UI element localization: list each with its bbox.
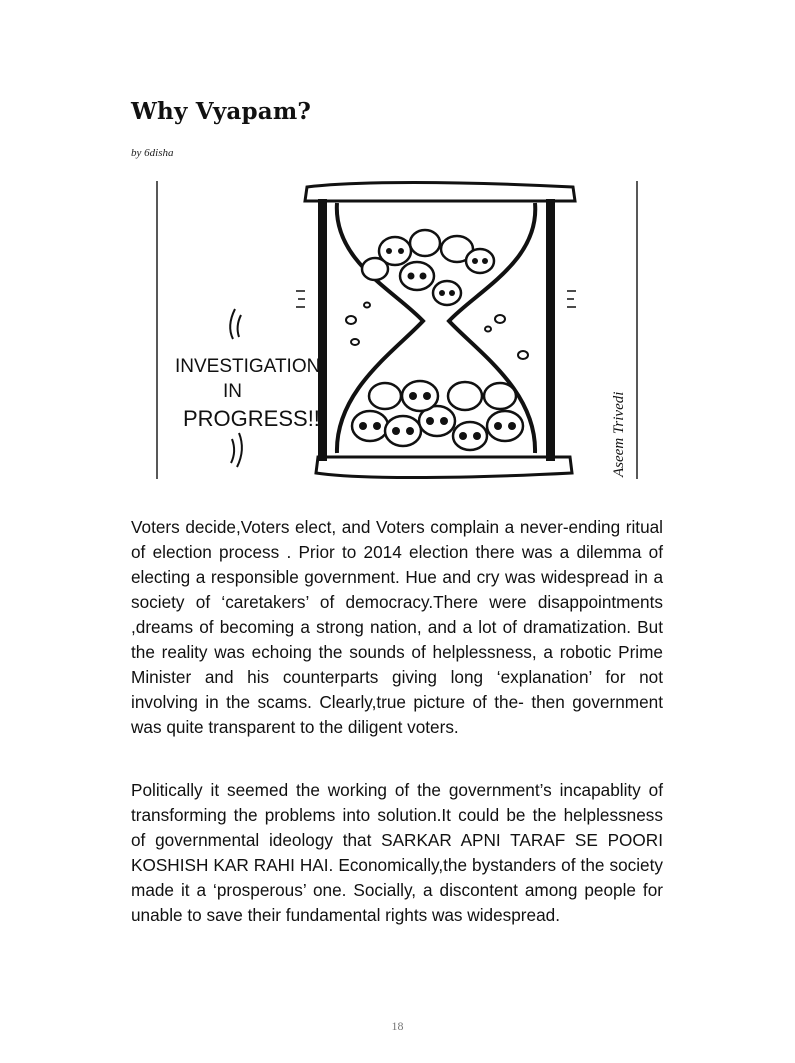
cartoon-caption-line-3: PROGRESS!! bbox=[183, 406, 320, 431]
cartoon-caption-line-1: INVESTIGATION bbox=[175, 356, 321, 377]
artist-signature: Aseem Trivedi bbox=[611, 391, 627, 477]
article-paragraph-1: Voters decide,Voters elect, and Voters complain a never-ending ritual of election process . Prior to 2014 election there was a dilemma of electing a responsible government. Hue and cry was widespread in a society of ‘caretakers’ of democracy.There were disappointments ,dreams of becoming a strong nation, and a lot of dramatization. But the reality was echoing the sounds of helplessness, a robotic Prime Minister and his counterparts giving long ‘explanation’ for not involving in the scams. Clearly,true picture of the- then government was quite transparent to the diligent voters. bbox=[131, 517, 663, 737]
article-title: Why Vyapam? bbox=[131, 98, 312, 125]
article-byline: by 6disha bbox=[131, 147, 174, 159]
hourglass-cartoon bbox=[155, 181, 640, 481]
cartoon-caption-line-2: IN bbox=[223, 381, 242, 402]
article-paragraph-2: Politically it seemed the working of the government’s incapablity of transforming the problems into solution.It could be the helplessness of governmental ideology that SARKAR APNI TARAF SE POORI KOSHISH KAR RAHI HAI. Economically,the bystanders of the society made it a ‘prosperous’ one. Socially, a discontent among people for unable to save their fundamental rights was widespread. bbox=[131, 780, 663, 925]
page-number: 18 bbox=[391, 1019, 404, 1033]
